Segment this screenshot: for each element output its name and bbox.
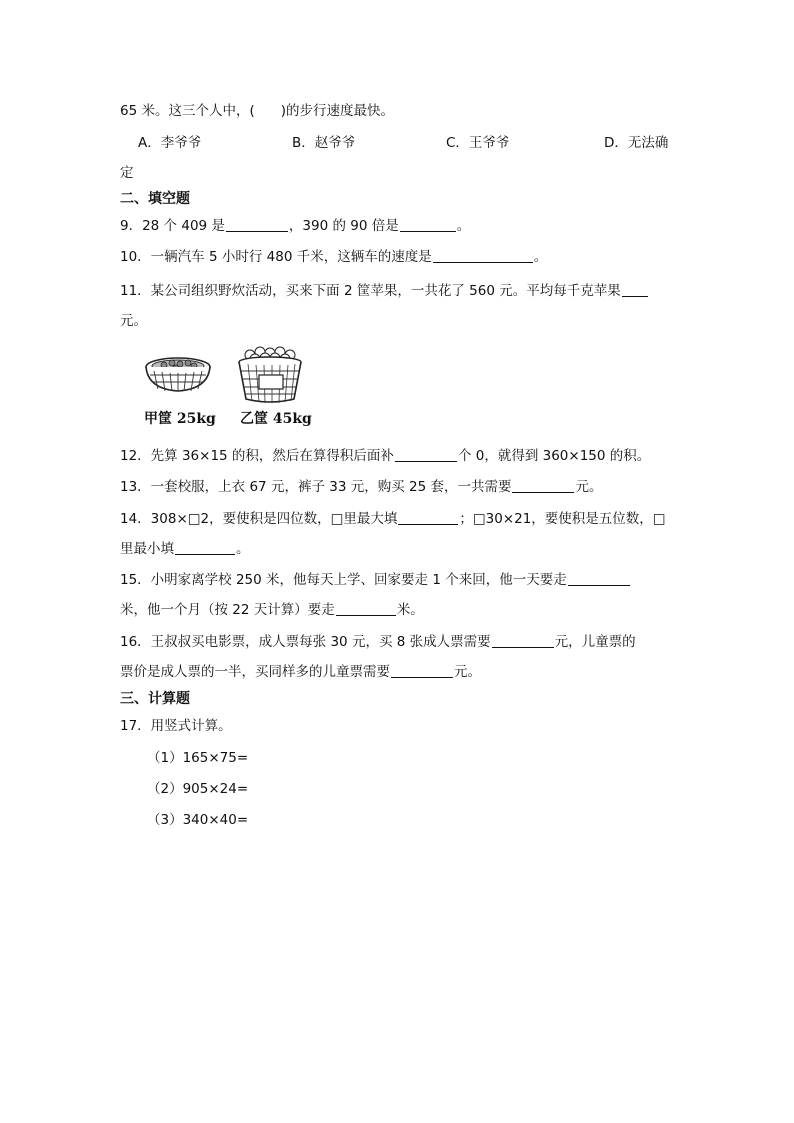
q15-blank-2[interactable] [336,601,396,616]
q8-option-b: B．赵爷爷 [292,135,356,151]
q14 [120,509,666,529]
q14-text-4: 。 [236,541,250,557]
q14-text-2: ；□30×21，要使积是五位数，□ [459,511,666,527]
q15 [120,570,631,590]
q11-line2: 元。 [120,313,147,329]
q14-line2 [120,539,250,559]
q11 [120,281,649,301]
q8-option-d: D．无法确 [604,135,669,151]
q13-text-1: 13．一套校服，上衣 67 元，裤子 33 元，购买 25 套，一共需要 [120,479,512,495]
q9-text-1: 9．28 个 409 是 [120,218,225,234]
q11-text-1: 11．某公司组织野炊活动，买来下面 2 筐苹果，一共花了 560 元。平均每千克苹果 [120,283,621,299]
q10-text-2: 。 [533,249,548,265]
q16-text-2: 元，儿童票的 [554,634,636,650]
q16-text-4: 元。 [454,664,481,680]
q15-text-1: 15．小明家离学校 250 米，他每天上学、回家要走 1 个来回，他一天要走 [120,572,567,588]
q13 [120,477,602,497]
section-fill-heading: 二、填空题 [120,191,190,207]
q14-text-3: 里最小填 [120,541,174,557]
q12-blank[interactable] [395,447,457,462]
q15-line2 [120,600,424,620]
q8-option-c: C．王爷爷 [446,135,510,151]
q8-text-post: )的步行速度最快。 [280,103,395,119]
q9 [120,216,470,236]
q16-text-3: 票价是成人票的一半，买同样多的儿童票需要 [120,664,390,680]
q9-text-2: ，390 的 90 倍是 [288,218,399,234]
q10 [120,247,547,267]
q14-text-1: 14．308×□2，要使积是四位数，□里最大填 [120,511,398,527]
apple-baskets-drawing [140,345,320,405]
q17-item-3: （3）340×40= [147,812,249,828]
q8-text-pre: 65 米。这三个人中，( [120,103,255,119]
basket-b-icon [239,347,301,403]
basket-b-label: 乙筐 45kg [240,411,312,427]
q8-option-d-wrap: 定 [120,165,134,181]
q8-option-a: A．李爷爷 [138,135,202,151]
q11-blank[interactable] [622,282,648,297]
q16 [120,632,636,652]
q15-text-2: 米，他一个月（按 22 天计算）要走 [120,602,335,618]
q9-blank-1[interactable] [226,217,288,232]
q12-text-2: 个 0，就得到 360×150 的积。 [457,448,651,464]
q17-item-2: （2）905×24= [147,781,249,797]
section-calc-heading: 三、计算题 [120,691,190,707]
q9-blank-2[interactable] [400,217,456,232]
q17-item-1: （1）165×75= [147,750,249,766]
q10-blank[interactable] [433,248,533,263]
q13-text-2: 元。 [575,479,603,495]
q13-blank[interactable] [512,478,574,493]
q17-title: 17．用竖式计算。 [120,718,232,734]
apple-baskets-figure [140,345,320,431]
q14-blank-1[interactable] [398,510,458,525]
q16-line2 [120,662,481,682]
q9-text-3: 。 [456,218,471,234]
q15-text-3: 米。 [396,602,424,618]
q12-text-1: 12．先算 36×15 的积，然后在算得积后面补 [120,448,394,464]
q12 [120,446,650,466]
q16-blank-1[interactable] [492,633,554,648]
q8-continuation [120,101,394,121]
q15-blank-1[interactable] [568,571,630,586]
q16-blank-2[interactable] [391,663,453,678]
basket-a-label: 甲筐 25kg [144,411,216,427]
q16-text-1: 16．王叔叔买电影票，成人票每张 30 元，买 8 张成人票需要 [120,634,491,650]
basket-a-icon [146,358,210,391]
q14-blank-2[interactable] [175,540,235,555]
q10-text-1: 10．一辆汽车 5 小时行 480 千米，这辆车的速度是 [120,249,432,265]
